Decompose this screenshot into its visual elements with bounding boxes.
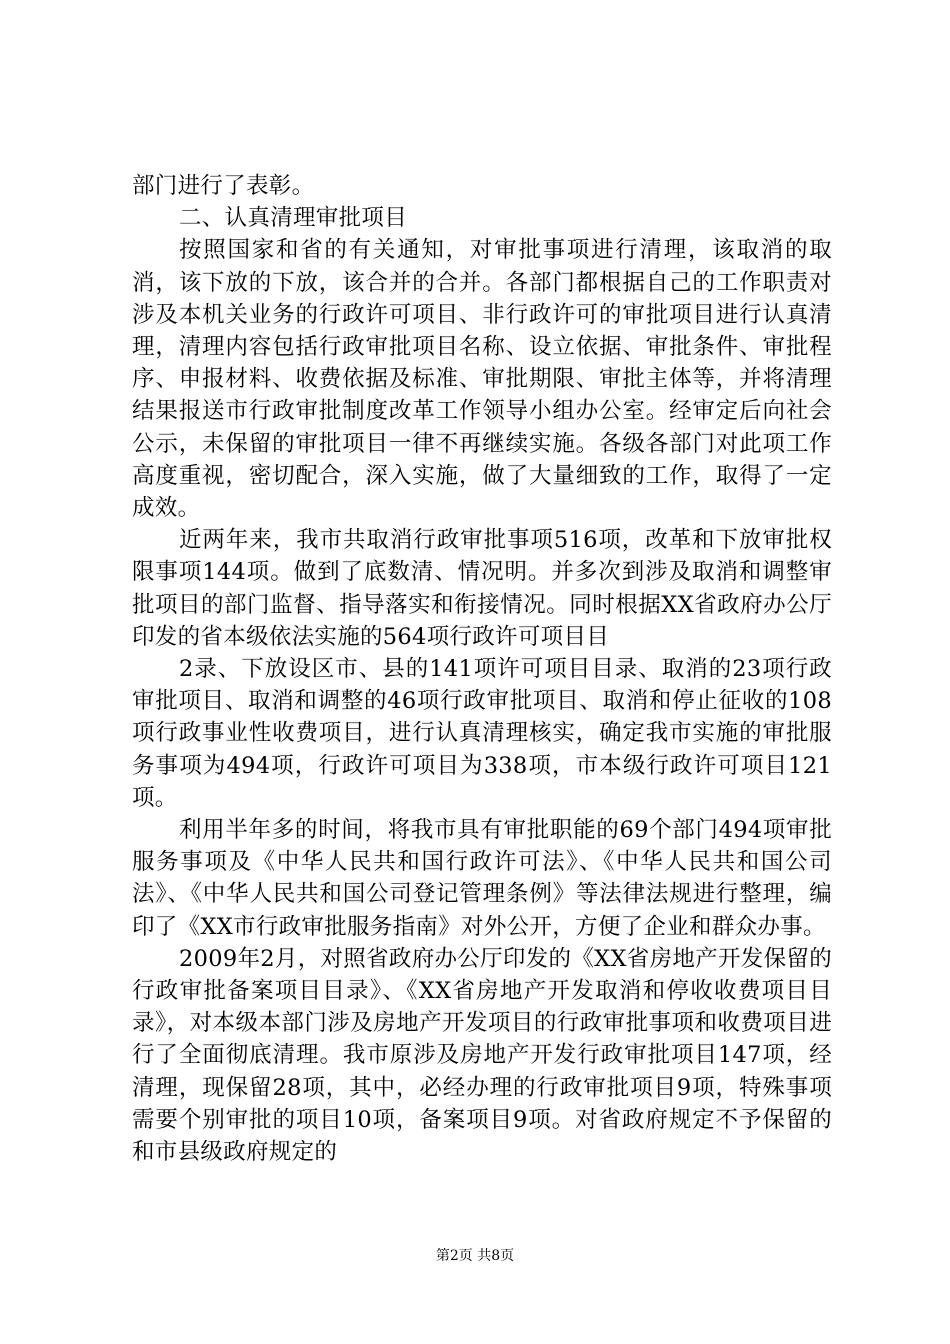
- page-number-footer: 第2页 共8页: [435, 1248, 515, 1264]
- paragraph: 按照国家和省的有关通知，对审批事项进行清理，该取消的取消，该下放的下放，该合并的合并。各部门都根据自己的工作职责对涉及本机关业务的行政许可项目、非行政许可的审批项目进行认真清理，清理内容包括行政审批项目名称、设立依据、审批条件、审批程序、申报材料、收费依据及标准、审批期限、审批主体等，并将清理结果报送市行政审批制度改革工作领导小组办公室。经审定后向社会公示，未保留的审批项目一律不再继续实施。各级各部门对此项工作高度重视，密切配合，深入实施，做了大量细致的工作，取得了一定成效。: [132, 237, 832, 522]
- paragraph: 利用半年多的时间，将我市具有审批职能的69个部门494项审批服务事项及《中华人民共和国行政许可法》、《中华人民共和国公司法》、《中华人民共和国公司登记管理条例》等法律法规进行整理，编印了《XX市行政审批服务指南》对外公开，方便了企业和群众办事。: [132, 817, 832, 940]
- paragraph: 2录、下放设区市、县的141项许可项目目录、取消的23项行政审批项目、取消和调整的46项行政审批项目、取消和停止征收的108项行政事业性收费项目，进行认真清理核实，确定我市实施的审批服务事项为494项，行政许可项目为338项，市本级行政许可项目121项。: [132, 656, 832, 811]
- section-heading: 二、认真清理审批项目: [179, 205, 408, 232]
- paragraph: 2009年2月，对照省政府办公厅印发的《XX省房地产开发保留的行政审批备案项目目录》、《XX省房地产开发取消和停收收费项目目录》，对本级本部门涉及房地产开发项目的行政审批事项和收费项目进行了全面彻底清理。我市原涉及房地产开发行政审批项目147项，经清理，现保留28项，其中，必经办理的行政审批项目9项，特殊事项需要个别审批的项目10项，备案项目9项。对省政府规定不予保留的和市县级政府规定的: [132, 945, 832, 1166]
- paragraph: 近两年来，我市共取消行政审批事项516项，改革和下放审批权限事项144项。做到了底数清、情况明。并多次到涉及取消和调整审批项目的部门监督、指导落实和衔接情况。同时根据XX省政府办公厅印发的省本级依法实施的564项行政许可项目目: [132, 527, 832, 650]
- document-page: [132, 170, 832, 1168]
- paragraph-continuation: 部门进行了表彰。: [132, 173, 315, 199]
